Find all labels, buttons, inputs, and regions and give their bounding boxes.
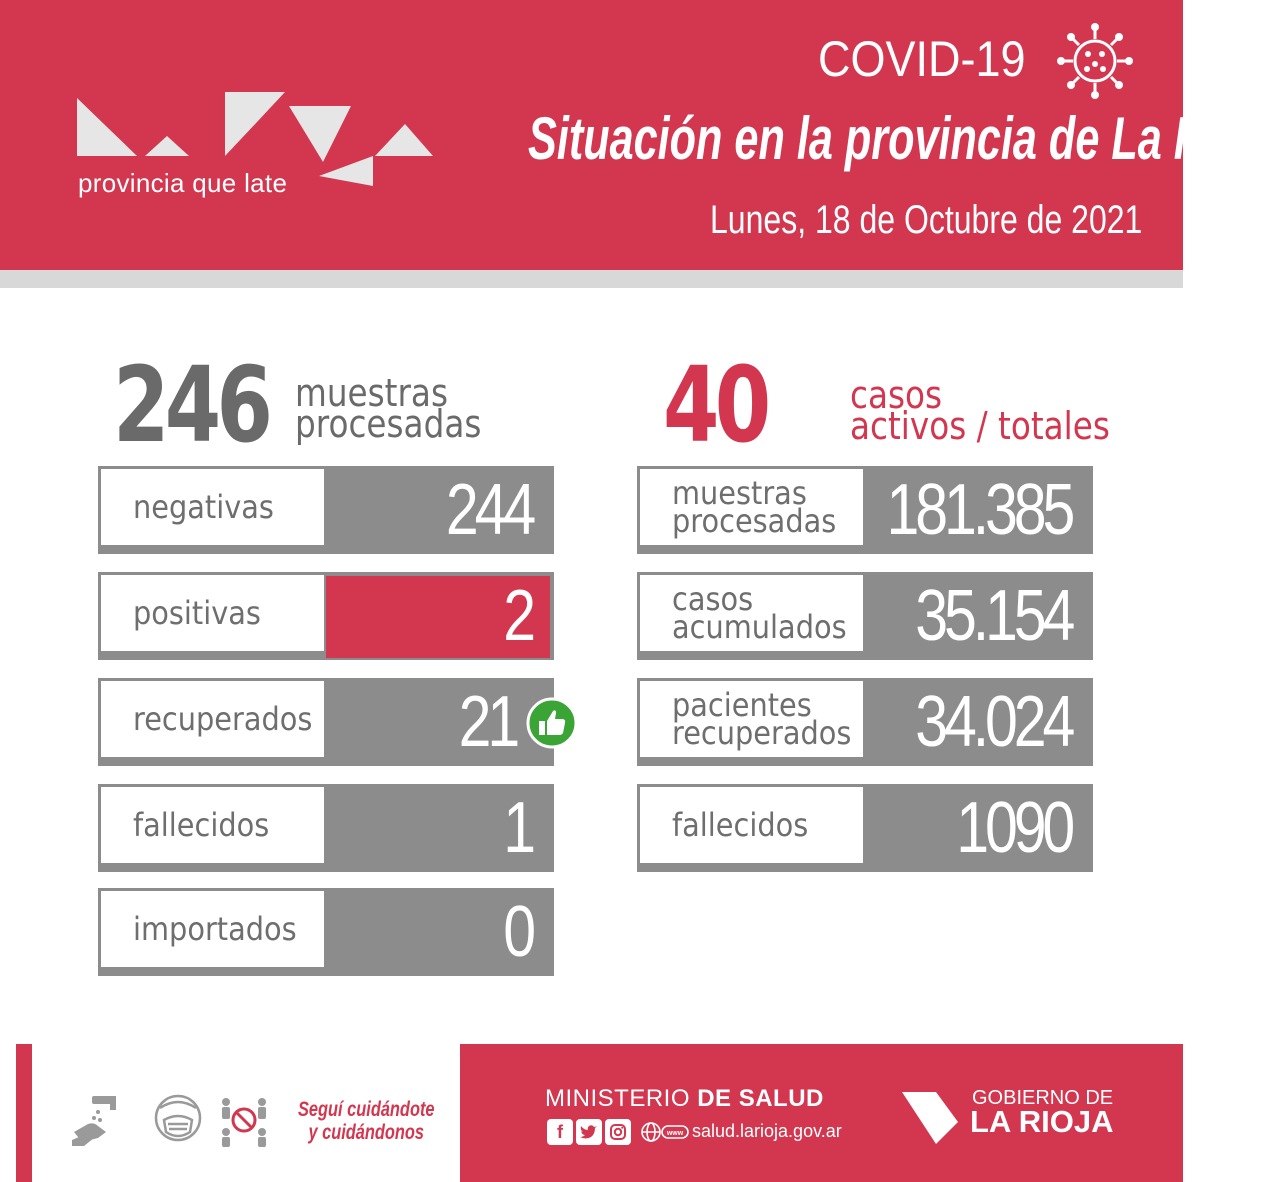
total-value: 1090 bbox=[956, 788, 1071, 868]
muestras-daily-value: 246 bbox=[113, 344, 269, 466]
virus-icon bbox=[1058, 24, 1132, 98]
slogan bbox=[298, 1098, 435, 1144]
report-date: Lunes, 18 de Octubre de 2021 bbox=[710, 198, 1143, 242]
svg-text:www: www bbox=[666, 1130, 684, 1137]
gobierno-line1: GOBIERNO DE bbox=[972, 1087, 1114, 1109]
www-icon bbox=[641, 1120, 691, 1144]
stat-value: 2 bbox=[503, 576, 532, 656]
instagram-icon[interactable] bbox=[605, 1119, 631, 1145]
slogan-line1: Seguí cuidándote bbox=[298, 1098, 435, 1121]
page-title: Situación en la provincia de La Rioja bbox=[528, 105, 1279, 172]
stat-value: 1 bbox=[503, 788, 532, 868]
stat-label: negativas bbox=[133, 488, 274, 526]
header-shadow bbox=[0, 270, 1183, 288]
stat-row-importados bbox=[98, 888, 554, 976]
casos-activos-caption bbox=[850, 373, 1110, 448]
stat-row-positivas bbox=[98, 572, 554, 660]
activos-caption-line1: casos bbox=[850, 373, 943, 417]
gobierno-logo bbox=[902, 1088, 966, 1146]
stat-label: recuperados bbox=[133, 700, 313, 738]
total-row-muestras bbox=[637, 466, 1093, 554]
covid-label: COVID-19 bbox=[818, 31, 1026, 87]
hand-wash-icon bbox=[68, 1092, 124, 1148]
total-label-line2: acumulados bbox=[672, 608, 847, 646]
muestras-caption-line2: procesadas bbox=[295, 402, 482, 446]
stat-label: fallecidos bbox=[133, 806, 270, 844]
total-value: 35.154 bbox=[915, 576, 1071, 656]
muestras-daily-caption bbox=[295, 371, 482, 446]
logo-tagline: provincia que late bbox=[78, 168, 288, 198]
total-value: 181.385 bbox=[886, 470, 1071, 550]
ministerio-label: MINISTERIO DE SALUD bbox=[545, 1085, 824, 1112]
stat-value: 0 bbox=[503, 892, 532, 972]
website-link[interactable]: salud.larioja.gov.ar bbox=[692, 1121, 842, 1141]
slogan-line2: y cuidándonos bbox=[308, 1121, 425, 1144]
no-crowd-icon bbox=[216, 1092, 272, 1148]
total-label-line1: fallecidos bbox=[672, 806, 809, 844]
footer-accent-bar bbox=[16, 1044, 32, 1182]
stat-label: positivas bbox=[133, 594, 261, 632]
stat-row-negativas bbox=[98, 466, 554, 554]
mask-icon bbox=[150, 1092, 206, 1148]
stat-row-recuperados bbox=[98, 678, 554, 766]
total-label-line1: pacientes bbox=[672, 686, 812, 724]
total-label-line2: recuperados bbox=[672, 714, 852, 752]
total-row-casos bbox=[637, 572, 1093, 660]
total-label-line1: muestras bbox=[672, 474, 807, 512]
twitter-icon[interactable] bbox=[576, 1119, 602, 1145]
muestras-caption-line1: muestras bbox=[295, 371, 448, 415]
gobierno-line2: LA RIOJA bbox=[970, 1104, 1114, 1139]
total-row-recuperados bbox=[637, 678, 1093, 766]
total-label-line2: procesadas bbox=[672, 502, 837, 540]
social-icons bbox=[547, 1119, 631, 1145]
activos-caption-line2: activos / totales bbox=[850, 404, 1110, 448]
stat-row-fallecidos bbox=[98, 784, 554, 872]
stat-value: 21 bbox=[458, 682, 516, 762]
thumbs-up-icon bbox=[526, 697, 578, 749]
total-value: 34.024 bbox=[915, 682, 1071, 762]
stat-label: importados bbox=[133, 910, 297, 948]
total-row-fallecidos bbox=[637, 784, 1093, 872]
stat-value: 244 bbox=[445, 470, 532, 550]
facebook-icon[interactable]: f bbox=[547, 1119, 573, 1145]
casos-activos-value: 40 bbox=[663, 344, 767, 466]
total-label-line1: casos bbox=[672, 580, 754, 618]
